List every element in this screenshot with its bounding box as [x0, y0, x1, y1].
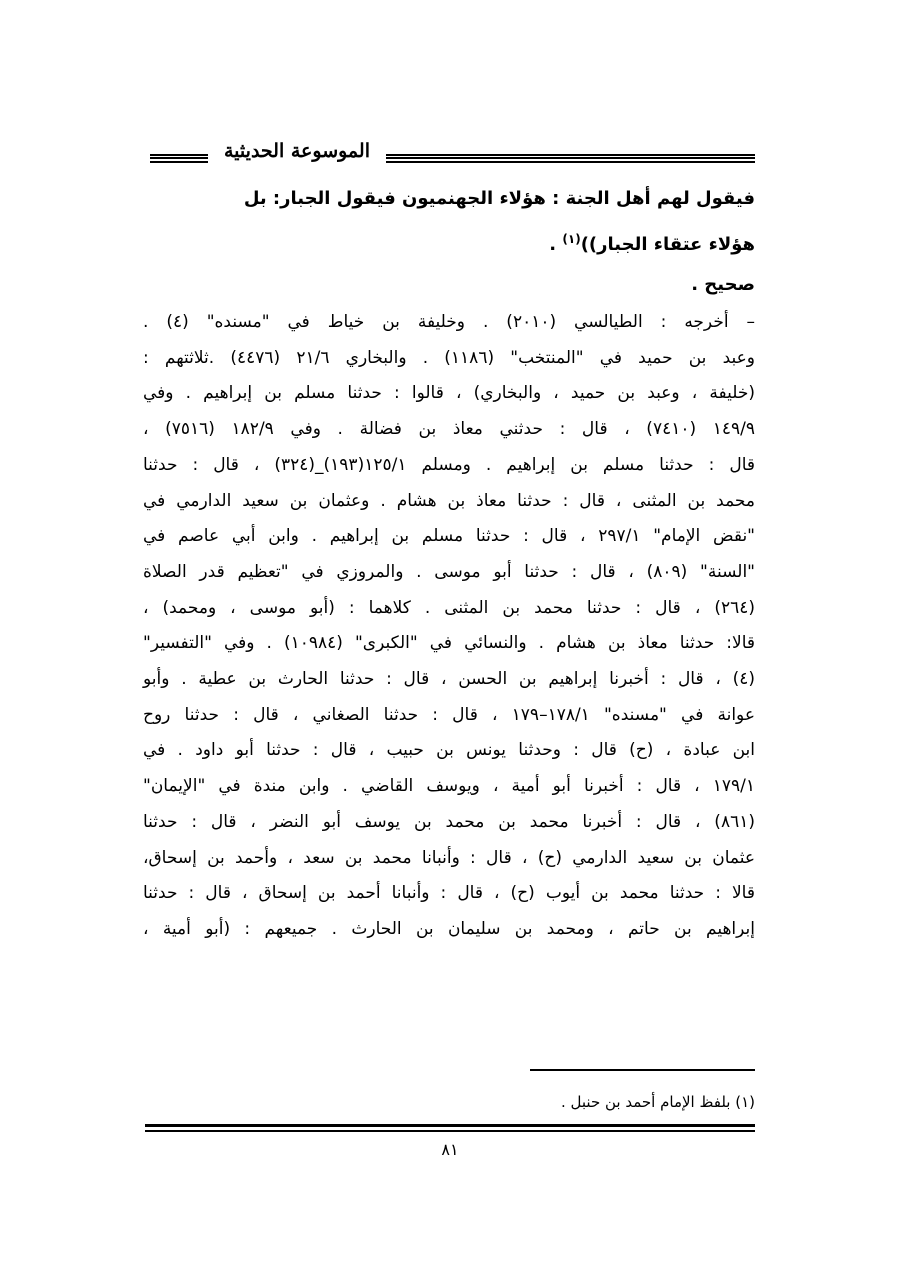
verdict: صحيح .: [691, 274, 755, 295]
body-line: (خليفة ، وعبد بن حميد ، والبخاري) ، قالوا : حدثنا مسلم بن إبراهيم . وفي: [143, 383, 755, 404]
body-line: ابن عبادة ، (ح) قال : وحدثنا يونس بن حبيب ، قال : حدثنا أبو داود . في: [143, 740, 755, 761]
body-line: "نقض الإمام" ٢٩٧/١ ، قال : حدثنا مسلم بن إبراهيم . وابن أبي عاصم في: [143, 526, 755, 547]
body-line: (٢٦٤) ، قال : حدثنا محمد بن المثنى . كلاهما : (أبو موسى ، ومحمد) ،: [143, 597, 755, 618]
body-line: عوانة في "مسنده" ١٧٨/١–١٧٩ ، قال : حدثنا الصغاني ، قال : حدثنا روح: [143, 704, 755, 725]
footnote: (١) بلفظ الإمام أحمد بن حنبل .: [561, 1093, 755, 1111]
body-line: محمد بن المثنى ، قال : حدثنا معاذ بن هشام . وعثمان بن سعيد الدارمي في: [143, 490, 755, 511]
hadith-line-2-text: هؤلاء عتقاء الجبار)): [580, 234, 755, 255]
body-line: عثمان بن سعيد الدارمي (ح) ، قال : وأنبانا محمد بن سعد ، وأحمد بن إسحاق،: [143, 847, 755, 868]
body-line: إبراهيم بن حاتم ، ومحمد بن سليمان بن الحارث . جميعهم : (أبو أمية ،: [143, 918, 755, 939]
page-number: ٨١: [441, 1140, 459, 1159]
hadith-line-2: [143, 219, 755, 265]
body-line: وعبد بن حميد في "المنتخب" (١١٨٦) . والبخاري ٢١/٦ (٤٤٧٦) .ثلاثتهم :: [143, 347, 755, 368]
footnote-separator: [530, 1069, 755, 1071]
header-title: الموسوعة الحديثية: [224, 140, 370, 162]
body-line: قالا : حدثنا محمد بن أيوب (ح) ، قال : وأنبانا أحمد بن إسحاق ، قال : حدثنا: [143, 883, 755, 904]
main-text: [143, 178, 755, 948]
bottom-rule: [145, 1124, 755, 1132]
hadith-line-1: فيقول لهم أهل الجنة : هؤلاء الجهنميون فيقول الجبار: بل: [243, 188, 755, 209]
body-line: ١٧٩/١ ، قال : أخبرنا أبو أمية ، ويوسف القاضي . وابن مندة في "الإيمان": [143, 776, 755, 797]
body-line: (٨٦١) ، قال : أخبرنا محمد بن محمد بن يوسف أبو النضر ، قال : حدثنا: [143, 811, 755, 832]
body-line: ١٤٩/٩ (٧٤١٠) ، قال : حدثني معاذ بن فضالة . وفي ١٨٢/٩ (٧٥١٦) ،: [143, 419, 756, 440]
body-line: قالا: حدثنا معاذ بن هشام . والنسائي في "الكبرى" (١٠٩٨٤) . وفي "التفسير": [143, 633, 756, 654]
hadith-line-2-end: .: [549, 234, 563, 255]
footnote-marker: (١): [562, 232, 581, 246]
takhrij-body: [143, 305, 755, 948]
header-rule-short: [150, 154, 208, 163]
running-header: [150, 140, 755, 170]
body-line: (٤) ، قال : أخبرنا إبراهيم بن الحسن ، قال : حدثنا الحارث بن عطية . وأبو: [143, 669, 755, 690]
header-rule-long: [386, 154, 755, 163]
body-line: – أخرجه : الطيالسي (٢٠١٠) . وخليفة بن خياط في "مسنده" (٤) .: [143, 312, 755, 332]
body-line: قال : حدثنا مسلم بن إبراهيم . ومسلم ١٢٥/١(١٩٣)_(٣٢٤) ، قال : حدثنا: [143, 454, 755, 475]
body-line: "السنة" (٨٠٩) ، قال : حدثنا أبو موسى . والمروزي في "تعظيم قدر الصلاة: [143, 561, 755, 582]
